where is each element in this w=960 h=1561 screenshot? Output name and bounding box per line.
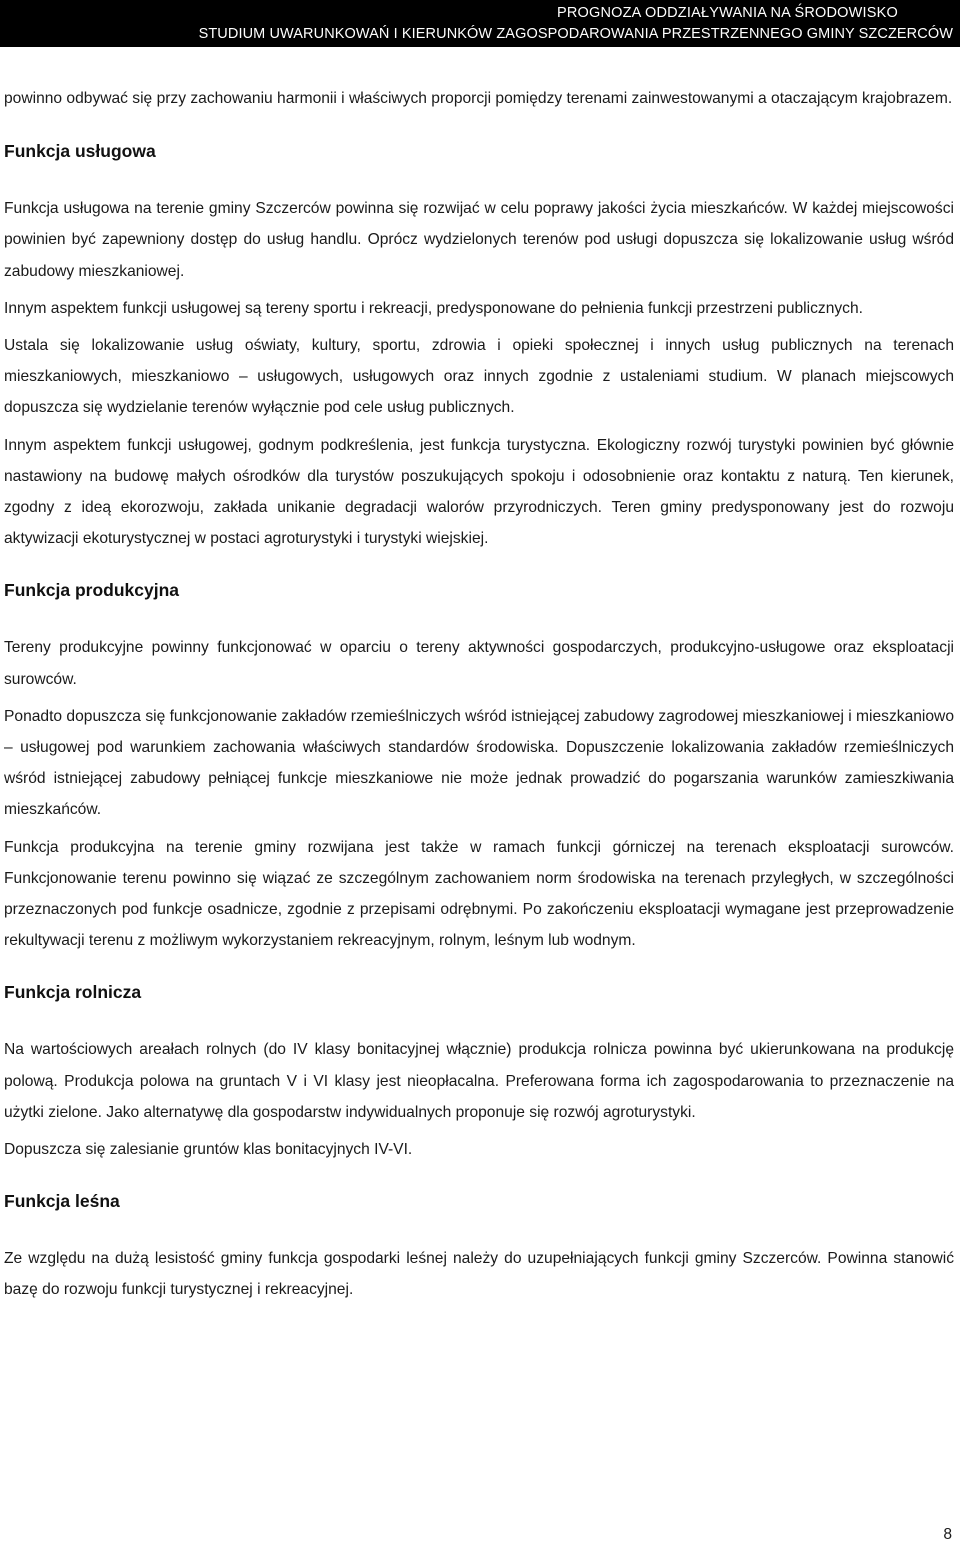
paragraph-uslugowa-1: Funkcja usługowa na terenie gminy Szczerców powinna się rozwijać w celu poprawy jakości życia mieszkańców. W każdej miejscowości powinien być zapewniony dostęp do usług handlu. Oprócz wydzielonych terenów pod usługi dopuszcza się lokalizowanie usług wśród zabudowy mieszkaniowej. xyxy=(4,200,954,280)
paragraph-produkcyjna-1: Tereny produkcyjne powinny funkcjonować w oparciu o tereny aktywności gospodarczych, produkcyjno-usługowe oraz eksploatacji surowców. xyxy=(4,639,954,688)
paragraph-intro: powinno odbywać się przy zachowaniu harmonii i właściwych proporcji pomiędzy terenami zainwestowanymi a otaczającym krajobrazem. xyxy=(4,90,953,107)
paragraph-uslugowa-4: Innym aspektem funkcji usługowej, godnym podkreślenia, jest funkcja turystyczna. Ekologiczny rozwój turystyki powinien być głównie nastawiony na budowę małych ośrodków dla turystów poszukujących spokoju i odosobnienie oraz kontaktu z naturą. Ten kierunek, zgodny z ideą ekorozwoju, zakłada unikanie degradacji walorów przyrodniczych. Teren gminy predysponowany jest do rozwoju aktywizacji ekoturystycznej w postaci agroturystyki i turystyki wiejskiej. xyxy=(4,436,954,548)
heading-funkcja-rolnicza: Funkcja rolnicza xyxy=(4,982,142,1003)
paragraph-uslugowa-3: Ustala się lokalizowanie usług oświaty, kultury, sportu, zdrowia i opieki społecznej i innych usług publicznych na terenach mieszkaniowych, mieszkaniowo – usługowych, usługowych oraz innych zgodnie z ustaleniami studium. W planach miejscowych dopuszcza się wydzielanie terenów wyłącznie pod cele usług publicznych. xyxy=(4,337,954,417)
paragraph-rolnicza-2: Dopuszcza się zalesianie gruntów klas bonitacyjnych IV-VI. xyxy=(4,1141,413,1159)
paragraph-produkcyjna-3: Funkcja produkcyjna na terenie gminy rozwijana jest także w ramach funkcji górniczej na terenach eksploatacji surowców. Funkcjonowanie terenu powinno się wiązać ze szczególnym zachowaniem norm środowiska na terenach przyległych, w szczególności przeznaczonych pod funkcje osadnicze, zgodnie z przepisami odrębnymi. Po zakończeniu eksploatacji wymagane jest przeprowadzenie rekultywacji terenu z możliwym wykorzystaniem rekreacyjnym, rolnym, leśnym lub wodnym. xyxy=(4,838,954,950)
heading-funkcja-lesna: Funkcja leśna xyxy=(4,1191,120,1212)
header-title: PROGNOZA ODDZIAŁYWANIA NA ŚRODOWISKO xyxy=(556,5,898,21)
page-number: 8 xyxy=(943,1526,952,1543)
page-header xyxy=(0,0,960,47)
heading-funkcja-produkcyjna: Funkcja produkcyjna xyxy=(4,580,180,601)
paragraph-rolnicza-1: Na wartościowych areałach rolnych (do IV klasy bonitacyjnej włącznie) produkcja rolnicza powinna być ukierunkowana na produkcję polową. Produkcja polowa na gruntach V i VI klasy jest nieopłacalna. Preferowana forma ich zagospodarowania to przeznaczenie na użytki zielone. Jako alternatywę dla gospodarstw indywidualnych proponuje się rozwój agroturystyki. xyxy=(4,1041,954,1121)
paragraph-lesna-1: Ze względu na dużą lesistość gminy funkcja gospodarki leśnej należy do uzupełniających funkcji gminy Szczerców. Powinna stanowić bazę do rozwoju funkcji turystycznej i rekreacyjnej. xyxy=(4,1250,954,1299)
heading-funkcja-uslugowa: Funkcja usługowa xyxy=(4,141,156,162)
paragraph-produkcyjna-2: Ponadto dopuszcza się funkcjonowanie zakładów rzemieślniczych wśród istniejącej zabudowy zagrodowej mieszkaniowej i mieszkaniowo – usługowej pod warunkiem zachowania właściwych standardów środowiska. Dopuszczenie lokalizowania zakładów rzemieślniczych wśród istniejącej zabudowy pełniącej funkcje mieszkaniowe nie może jednak prowadzić do pogarszania warunków zamieszkiwania mieszkańców. xyxy=(4,707,954,819)
paragraph-uslugowa-2: Innym aspektem funkcji usługowej są tereny sportu i rekreacji, predysponowane do pełnienia funkcji przestrzeni publicznych. xyxy=(4,299,863,317)
document-body xyxy=(4,83,954,1306)
header-subtitle: STUDIUM UWARUNKOWAŃ I KIERUNKÓW ZAGOSPODAROWANIA PRZESTRZENNEGO GMINY SZCZERCÓW xyxy=(198,26,953,42)
